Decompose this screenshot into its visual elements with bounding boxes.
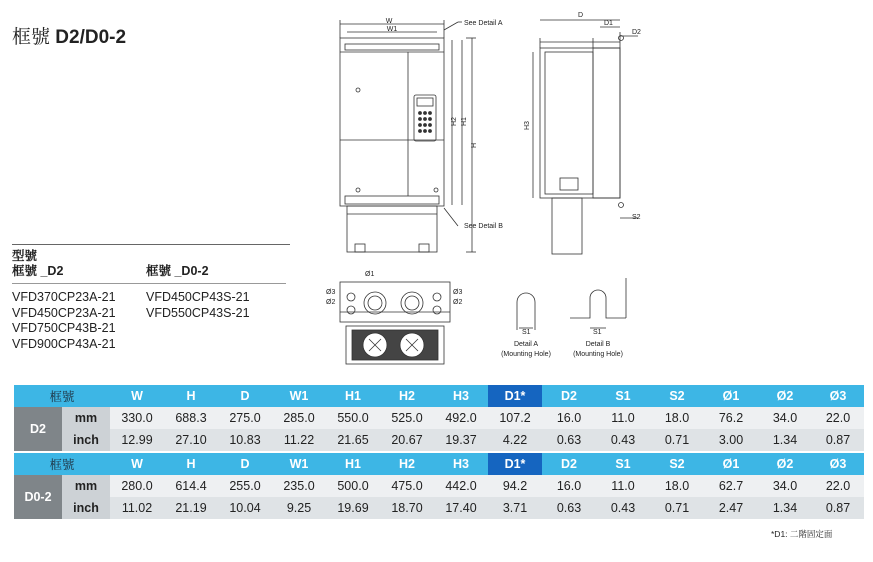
table-cell: 614.4 (164, 475, 218, 497)
table-cell: 107.2 (488, 407, 542, 429)
table-cell: 34.0 (758, 475, 812, 497)
table-cell: 11.02 (110, 497, 164, 519)
table-cell: 3.71 (488, 497, 542, 519)
table-cell: 12.99 (110, 429, 164, 452)
detail-a-sublabel: (Mounting Hole) (501, 351, 551, 358)
unit-cell: inch (62, 429, 110, 452)
dim-label-phi2: Ø2 (326, 299, 336, 306)
column-header-highlight: D1* (488, 385, 542, 407)
table-cell: 688.3 (164, 407, 218, 429)
table-header-row (14, 385, 864, 407)
dim-label-h1: H1 (461, 117, 468, 126)
dim-label-d: D (578, 12, 584, 19)
frame-header: 框號 (14, 452, 110, 475)
column-header: Ø2 (758, 385, 812, 407)
see-detail-a-label: See Detail A (464, 20, 503, 27)
table-cell: 19.69 (326, 497, 380, 519)
table-cell: 21.65 (326, 429, 380, 452)
table-cell: 3.00 (704, 429, 758, 452)
frame-cell: D2 (14, 407, 62, 452)
table-cell: 16.0 (542, 475, 596, 497)
model-item: VFD450CP23A-21 (12, 305, 116, 320)
column-header: S1 (596, 452, 650, 475)
table-cell: 475.0 (380, 475, 434, 497)
table-cell: 280.0 (110, 475, 164, 497)
column-header: H3 (434, 385, 488, 407)
table-cell: 0.43 (596, 497, 650, 519)
table-cell: 21.19 (164, 497, 218, 519)
table-row (14, 407, 864, 429)
table-cell: 1.34 (758, 429, 812, 452)
detail-a-label: Detail A (513, 341, 539, 348)
column-header: D (218, 385, 272, 407)
column-header: W1 (272, 385, 326, 407)
dim-label-phi3-right: Ø3 (453, 289, 463, 296)
dim-label-s1-b: S1 (593, 329, 602, 336)
column-header: D (218, 452, 272, 475)
frame-header: 框號 (14, 385, 110, 407)
column-header: H3 (434, 452, 488, 475)
table-cell: 11.0 (596, 407, 650, 429)
title-prefix: 框號 (12, 27, 51, 48)
table-cell: 18.70 (380, 497, 434, 519)
side-view (533, 32, 624, 254)
dimension-table (14, 385, 864, 519)
model-column-header: 框號 _D2 (12, 264, 64, 278)
footnote: *D1: 二階固定面 (771, 529, 833, 539)
table-cell: 10.04 (218, 497, 272, 519)
table-cell: 11.0 (596, 475, 650, 497)
column-header: Ø1 (704, 452, 758, 475)
bottom-view (340, 282, 450, 364)
model-item: VFD750CP43B-21 (12, 321, 116, 335)
table-cell: 22.0 (812, 475, 864, 497)
model-column-header: 框號 _D0-2 (146, 264, 209, 278)
dim-label-s1-a: S1 (522, 329, 531, 336)
table-cell: 1.34 (758, 497, 812, 519)
table-cell: 525.0 (380, 407, 434, 429)
column-header: W1 (272, 452, 326, 475)
table-cell: 4.22 (488, 429, 542, 452)
model-item: VFD450CP43S-21 (146, 290, 250, 304)
column-header: W (110, 452, 164, 475)
table-row (14, 475, 864, 497)
table-cell: 2.47 (704, 497, 758, 519)
table-cell: 20.67 (380, 429, 434, 452)
dim-label-d1: D1 (604, 20, 613, 27)
detail-b-label: Detail B (585, 341, 611, 348)
table-cell: 275.0 (218, 407, 272, 429)
title-frames: D2/D0-2 (55, 27, 127, 48)
table-cell: 0.43 (596, 429, 650, 452)
dim-label-w1: W1 (386, 26, 398, 33)
column-header: Ø1 (704, 385, 758, 407)
table-cell: 11.22 (272, 429, 326, 452)
table-cell: 94.2 (488, 475, 542, 497)
column-header: H (164, 452, 218, 475)
table-cell: 34.0 (758, 407, 812, 429)
table-cell: 76.2 (704, 407, 758, 429)
column-header: H2 (380, 385, 434, 407)
model-item: VFD550CP43S-21 (146, 305, 250, 320)
table-cell: 9.25 (272, 497, 326, 519)
dim-label-phi1: Ø1 (365, 271, 375, 278)
table-cell: 22.0 (812, 407, 864, 429)
column-header: H (164, 385, 218, 407)
dim-label-h3: H3 (524, 121, 531, 130)
table-cell: 18.0 (650, 407, 704, 429)
dim-label-h2: H2 (451, 117, 458, 126)
dim-label-phi2-right: Ø2 (453, 299, 463, 306)
table-row (14, 497, 864, 519)
model-item: VFD370CP23A-21 (12, 290, 116, 304)
column-header: H1 (326, 385, 380, 407)
table-header-row (14, 452, 864, 475)
column-header: W (110, 385, 164, 407)
table-cell: 330.0 (110, 407, 164, 429)
table-cell: 285.0 (272, 407, 326, 429)
table-cell: 62.7 (704, 475, 758, 497)
table-cell: 255.0 (218, 475, 272, 497)
column-header: Ø3 (812, 452, 864, 475)
table-cell: 19.37 (434, 429, 488, 452)
column-header: H2 (380, 452, 434, 475)
column-header-highlight: D1* (488, 452, 542, 475)
dim-label-s2: S2 (632, 214, 641, 221)
table-cell: 0.63 (542, 497, 596, 519)
column-header: H1 (326, 452, 380, 475)
column-header: S2 (650, 385, 704, 407)
table-cell: 0.63 (542, 429, 596, 452)
unit-cell: inch (62, 497, 110, 519)
table-cell: 18.0 (650, 475, 704, 497)
column-header: S1 (596, 385, 650, 407)
column-header: D2 (542, 452, 596, 475)
table-cell: 16.0 (542, 407, 596, 429)
table-cell: 17.40 (434, 497, 488, 519)
dim-label-phi3: Ø3 (326, 289, 336, 296)
table-cell: 0.87 (812, 497, 864, 519)
table-cell: 0.71 (650, 429, 704, 452)
table-cell: 500.0 (326, 475, 380, 497)
detail-b-sublabel: (Mounting Hole) (573, 351, 623, 358)
unit-cell: mm (62, 475, 110, 497)
dim-label-h: H (471, 142, 478, 148)
model-item: VFD900CP43A-21 (12, 336, 116, 351)
dim-label-w: W (385, 18, 393, 25)
dim-label-d2: D2 (632, 29, 641, 36)
table-cell: 235.0 (272, 475, 326, 497)
table-cell: 442.0 (434, 475, 488, 497)
unit-cell: mm (62, 407, 110, 429)
column-header: Ø3 (812, 385, 864, 407)
column-header: D2 (542, 385, 596, 407)
table-cell: 492.0 (434, 407, 488, 429)
table-cell: 550.0 (326, 407, 380, 429)
table-cell: 10.83 (218, 429, 272, 452)
column-header: S2 (650, 452, 704, 475)
front-view (340, 38, 444, 252)
table-cell: 0.71 (650, 497, 704, 519)
frame-cell: D0-2 (14, 475, 62, 519)
table-cell: 0.87 (812, 429, 864, 452)
model-type-header: 型號 (12, 249, 38, 263)
table-row (14, 429, 864, 452)
see-detail-b-label: See Detail B (464, 223, 503, 230)
table-cell: 27.10 (164, 429, 218, 452)
column-header: Ø2 (758, 452, 812, 475)
detail-a-drawing (517, 293, 535, 330)
detail-b-drawing (570, 278, 626, 328)
